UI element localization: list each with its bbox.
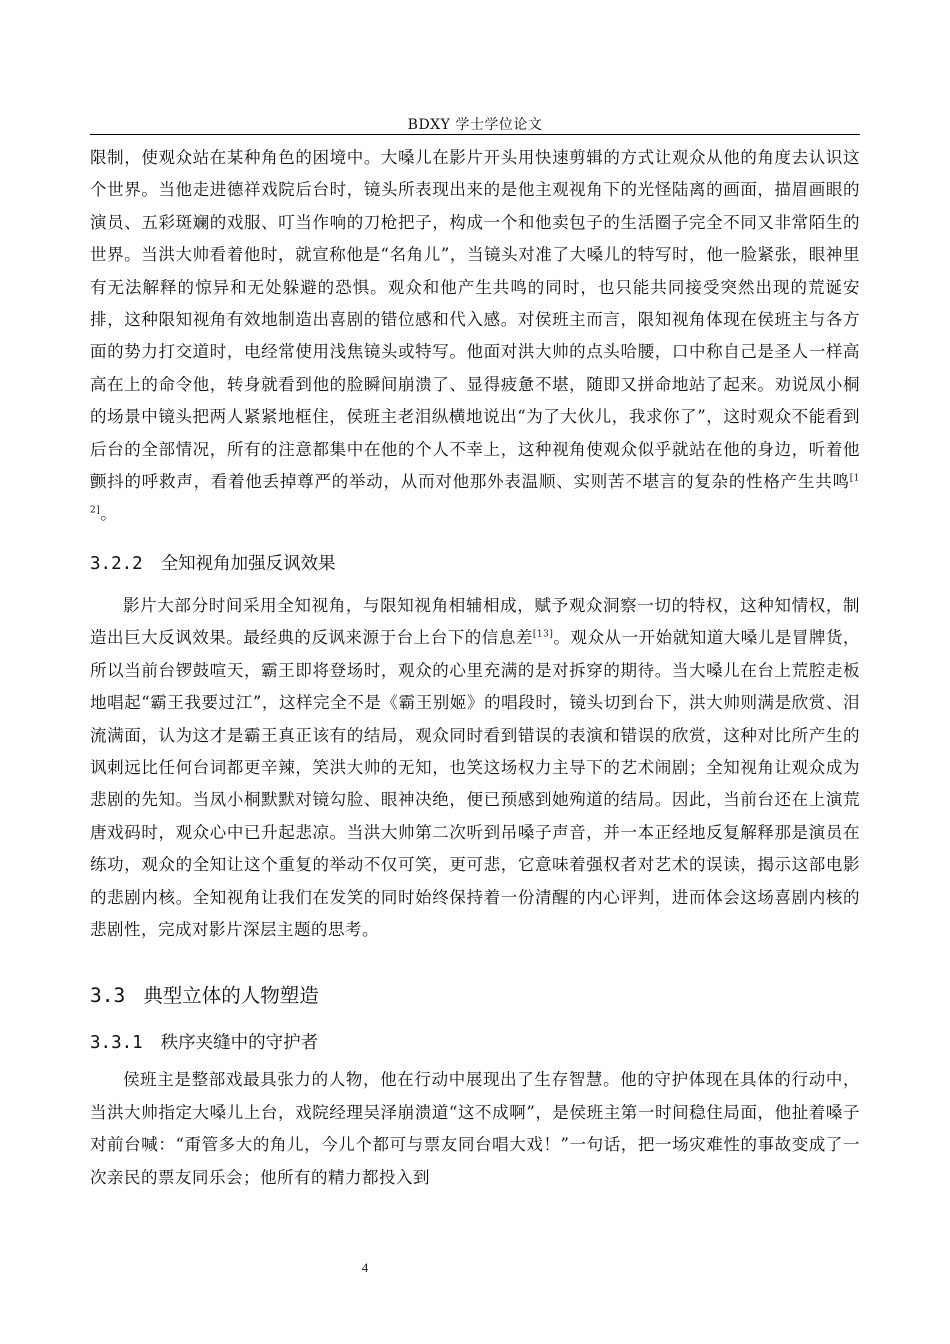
page-number: 4 [361, 1260, 369, 1275]
section-number: 3.3.1 [90, 1033, 143, 1054]
section-heading-3-2-2 [90, 547, 860, 581]
paragraph-text: 。观众从一开始就知道大嗓儿是冒牌货，所以当前台锣鼓喧天，霸王即将登场时，观众的心里充满的是对拆穿的期待。当大嗓儿在台上荒腔走板地唱起“霸王我要过江”，这样完全不是《霸王别姬》的唱段时，镜头切到台下，洪大帅则满是欣赏、泪流满面，认为这才是霸王真正该有的结局，观众同时看到错误的表演和错误的欣赏，这种对比所产生的讽刺远比任何台词都更辛辣，笑洪大帅的无知，也笑这场权力主导下的艺术闹剧；全知视角让观众成为悲剧的先知。当凤小桐默默对镜勾脸、眼神决绝，便已预感到她殉道的结局。因此，当前台还在上演荒唐戏码时，观众心中已升起悲凉。当洪大帅第二次听到吊嗓子声音，并一本正经地反复解释那是演员在练功，观众的全知让这个重复的举动不仅可笑，更可悲，它意味着强权者对艺术的误读，揭示这部电影的悲剧内核。全知视角让我们在发笑的同时始终保持着一份清醒的内心评判，进而体会这场喜剧内核的悲剧性，完成对影片深层主题的思考。 [90, 628, 861, 939]
page-content [90, 142, 860, 1194]
section-number: 3.2.2 [90, 553, 143, 574]
citation-13[interactable]: [13] [532, 629, 554, 640]
citation-12[interactable]: [12] [90, 473, 860, 516]
paragraph-text: 侯班主是整部戏最具张力的人物，他在行动中展现出了生存智慧。他的守护体现在具体的行动中，当洪大帅指定大嗓儿上台，戏院经理吴泽崩溃道“这不成啊”，是侯班主第一时间稳住局面，他扯着嗓子对前台喊：“甭管多大的角儿，今儿个都可与票友同台唱大戏！”一句话，把一场灾难性的事故变成了一次亲民的票友同乐会；他所有的精力都投入到 [90, 1070, 860, 1187]
section-title: 全知视角加强反讽效果 [160, 553, 336, 574]
header-rule [90, 134, 860, 135]
paragraph-guardian [90, 1064, 860, 1194]
paragraph-text: 影片大部分时间采用全知视角，与限知视角相辅相成，赋予观众洞察一切的特权，这种知情权，制造出巨大反讽效果。最经典的反讽来源于台上台下的信息差 [90, 595, 860, 648]
section-title: 典型立体的人物塑造 [143, 984, 319, 1008]
section-number: 3.3 [90, 984, 126, 1008]
paragraph-text: 限制，使观众站在某种角色的困境中。大嗓儿在影片开头用快速剪辑的方式让观众从他的角度去认识这个世界。当他走进德祥戏院后台时，镜头所表现出来的是他主观视角下的光怪陆离的画面，描眉画眼的演员、五彩斑斓的戏服、叮当作响的刀枪把子，构成一个和他卖包子的生活圈子完全不同又非常陌生的世界。当洪大帅看着他时，就宣称他是“名角儿”，当镜头对准了大嗓儿的特写时，他一脸紧张，眼神里有无法解释的惊异和无处躲避的恐惧。观众和他产生共鸣的同时，也只能共同接受突然出现的荒诞安排，这种限知视角有效地制造出喜剧的错位感和代入感。对侯班主而言，限知视角体现在侯班主与各方面的势力打交道时，电经常使用浅焦镜头或特写。他面对洪大帅的点头哈腰，口中称自己是圣人一样高高在上的命令他，转身就看到他的脸瞬间崩溃了、显得疲惫不堪，随即又拼命地站了起来。劝说凤小桐的场景中镜头把两人紧紧地框住，侯班主老泪纵横地说出“为了大伙儿，我求你了”，这时观众不能看到后台的全部情况，所有的注意都集中在他的个人不幸上，这种视角使观众似乎就站在他的身边，听着他颤抖的呼救声，看着他丢掉尊严的举动，从而对他那外表温顺、实则苦不堪言的复杂的性格产生共鸣 [90, 148, 860, 492]
paragraph-omniscient-view [90, 590, 860, 946]
page-header: BDXY 学士学位论文 [407, 117, 543, 133]
section-title: 秩序夹缝中的守护者 [160, 1033, 319, 1054]
paragraph-continued [90, 142, 860, 531]
section-heading-3-3-1 [90, 1026, 860, 1060]
section-heading-3-3 [90, 978, 860, 1014]
paragraph-text-end: 。 [100, 504, 118, 524]
